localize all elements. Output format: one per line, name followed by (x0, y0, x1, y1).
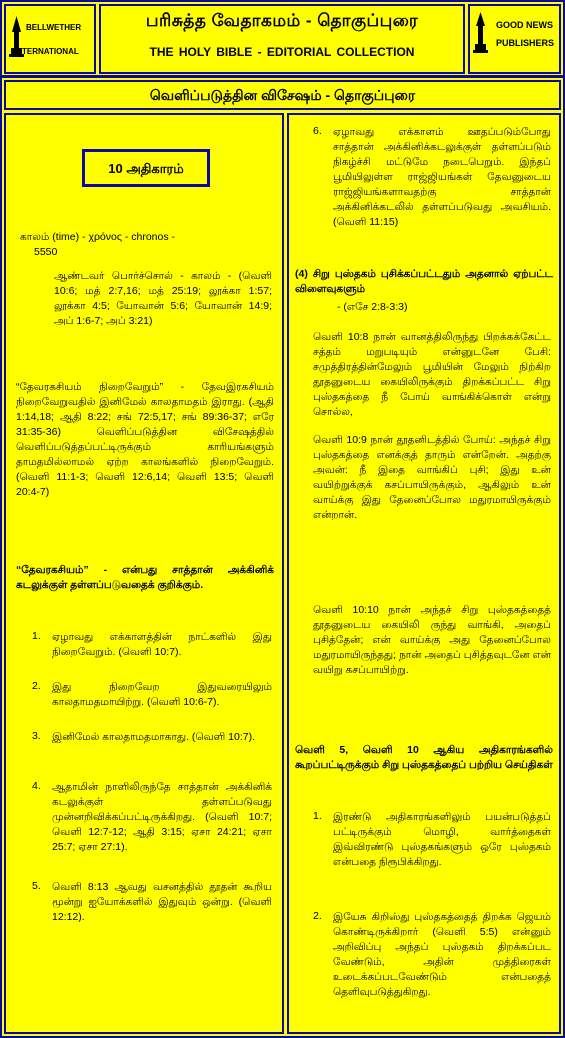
title-english: THE HOLY BIBLE - EDITORIAL COLLECTION (149, 45, 415, 59)
list-item-number: 5. (32, 880, 41, 892)
section-subtitle: வெளிப்படுத்தின விசேஷம் - தொகுப்புரை (4, 80, 561, 110)
title-tamil: பரிசுத்த வேதாகமம் - தொகுப்புரை (145, 11, 419, 30)
list-item: ஏழாவது எக்காளத்தின் நாட்களில் இது நிறைவேறும். (வெளி 10:7). (52, 631, 272, 658)
list-item: வெளி 8:13 ஆவது வசனத்தில் தூதன் கூறிய மூன்று ஐயோக்களில் இதுவும் ஒன்று. (வெளி 12:12). (52, 881, 272, 923)
verse-10-10: வெளி 10:10 நான் அந்தச் சிறு புஸ்தகத்தைத் தூதனுடைய கையிலி ருந்து வாங்கி, அதைப் புசித்தேன்; என் வாய்க்கு அது தேனைப்போல மதுரமாயிருந்தது; நான் அதைப் புசித்தவுடனே என் வயிறு கசப்பாயிற்று. (313, 604, 551, 676)
list-item-number: 2. (313, 910, 322, 922)
good-news-logo-line2: PUBLISHERS (496, 38, 555, 48)
good-news-logo-line1: GOOD NEWS (496, 20, 554, 30)
verse-10-9: வெளி 10:9 நான் தூதனிடத்தில் போய்: அந்தச் சிறு புஸ்தகத்தை எனக்குத் தாரும் என்றேன். அதற்கு அவன்: நீ இதை வாங்கிப் புசி; இது உன் வயிற்றுக்குக் கசப்பாயிருக்கும், ஆகிலும் உன் வாய்க்கு இது தேனைப்போல மதுரமாயிருக்கும் என்றான். (313, 434, 551, 521)
strongs-number: 5550 (34, 246, 58, 258)
list-item: ஆதாமின் நாளிலிருந்தே சாத்தான் அக்கினிக் கடலுக்குள் தள்ளப்படுவது முன்னறிவிக்கப்பட்டிருக்கிறது. (வெளி 10:7; வெளி 12:7-12; ஆதி 3:15; ஏசா 24:21; ஏசா 25:7; ஏசா 27:1). (52, 781, 272, 853)
right-column (287, 113, 561, 1034)
mystery-bold-note: “தேவரகசியம்” - என்பது சாத்தான் அக்கினிக் கடலுக்குள் தள்ளப்படுவதைக் குறிக்கும். (16, 564, 274, 591)
list-item-number: 1. (313, 810, 322, 822)
good-news-logo (468, 4, 561, 74)
bellwether-logo-line2: INTERNATIONAL (14, 47, 79, 56)
left-column (4, 113, 284, 1034)
list-item-number: 6. (313, 125, 322, 137)
page-header (0, 0, 565, 78)
verse-10-8: வெளி 10:8 நான் வானத்திலிருந்து பிறக்கக்கேட்ட சத்தம் மறுபடியும் என்னுடனே பேசி: சமுத்திரத்தின்மேலும் பூமியின் மேலும் நிற்கிற தூதனுடைய கையிலிருக்கும் திறக்கப்பட்ட சிறு புஸ்தகத்தை நீ போய் வாங்கிக்கொள் என்று சொல்ல, (313, 331, 551, 418)
list-item: இது நிறைவேற இதுவரையிலும் காலதாமதமாயிற்று. (வெளி 10:6-7). (52, 681, 272, 708)
bellwether-logo-icon (6, 6, 94, 72)
time-definition: ஆண்டவர் பொர்ச்சொல் - காலம் - (வெளி 10:6; மத் 2:7,16; மத் 25:19; லூக்கா 1:57; லூக்கா 4:5; யோவான் 5:6; யோவான் 14:9; அப் 1:6-7; அப் 3:21) (54, 270, 272, 327)
time-word-line: காலம் (time) - χρόνος - chronos - (20, 231, 176, 243)
list-item: இயேசு கிறிஸ்து புஸ்தகத்தைத் திறக்க ஜெயம் கொண்டிருக்கிறார் (வெளி 5:5) என்னும் அறிவிப்பு அந்தப் புஸ்தகம் திறக்கப்பட வேண்டும், அதின் முத்திரைகள் உடைக்கப்படவேண்டும் என்பதைத் தெளிவுபடுத்துகிறது. (333, 911, 551, 998)
mystery-paragraph: “தேவரகசியம் நிறைவேறும்” - தேவஇரகசியம் நிறைவேறுவதில் இனிமேல் காலதாமதம் இராது. (ஆதி 1:14,18; ஆதி 8:22; சங் 72:5,17; சங் 89:36-37; எரே 31:35-36) வெளிப்படுத்தின விசேஷத்தில் வெளிப்படுத்தப்பட்டிருக்கும் காரியங்களும் தாமதமில்லாமல் ஏற்ற காலங்களில் நிறைவேறும். (வெளி 11:1-3; வெளி 12:6,14; வெளி 13:5; வெளி 20:4-7) (16, 381, 274, 498)
list-item-number: 3. (32, 730, 41, 742)
title-block (99, 4, 465, 74)
list-item-number: 4. (32, 780, 41, 792)
bellwether-logo-line1: BELLWETHER (26, 23, 82, 32)
bellwether-logo (4, 4, 96, 74)
list-item: இனிமேல் காலதாமதமாகாது. (வெளி 10:7). (52, 731, 256, 743)
section-4-title: (4) சிறு புஸ்தகம் புசிக்கப்பட்டதும் அதனால் ஏற்பட்ட விளைவுகளும் (295, 268, 553, 295)
list-item: ஏழாவது எக்காளம் ஊதப்படும்போது சாத்தான் அக்கினிக்கடலுக்குள் தள்ளப்படும் நிகழ்ச்சி மட்டுமே நடைபெறும். இந்தப் பூமியிலுள்ள ராஜ்ஜியங்கள் தேவனுடைய ராஜ்ஜியங்களாவதற்கு சாத்தான் அக்கினிக்கடலில் தள்ளப்படுவது அவசியம். (வெளி 11:15) (333, 126, 551, 228)
list-item: இரண்டு அதிகாரங்களிலும் பயன்படுத்தப் பட்டிருக்கும் மொழி, வார்த்தைகள் இவ்விரண்டு புஸ்தகங்களும் ஒரே புஸ்தகம் என்பதை நிரூபிக்கிறது. (333, 811, 551, 868)
list-item-number: 2. (32, 680, 41, 692)
little-book-heading: வெளி 5, வெளி 10 ஆகிய அதிகாரங்களில் கூறப்பட்டிருக்கும் சிறு புஸ்தகத்தைப் பற்றிய செய்திகள் (295, 744, 553, 771)
section-4-reference: - (எசே 2:8-3:3) (337, 301, 408, 313)
list-item-number: 1. (32, 630, 41, 642)
chapter-heading: 10 அதிகாரம் (82, 149, 210, 187)
